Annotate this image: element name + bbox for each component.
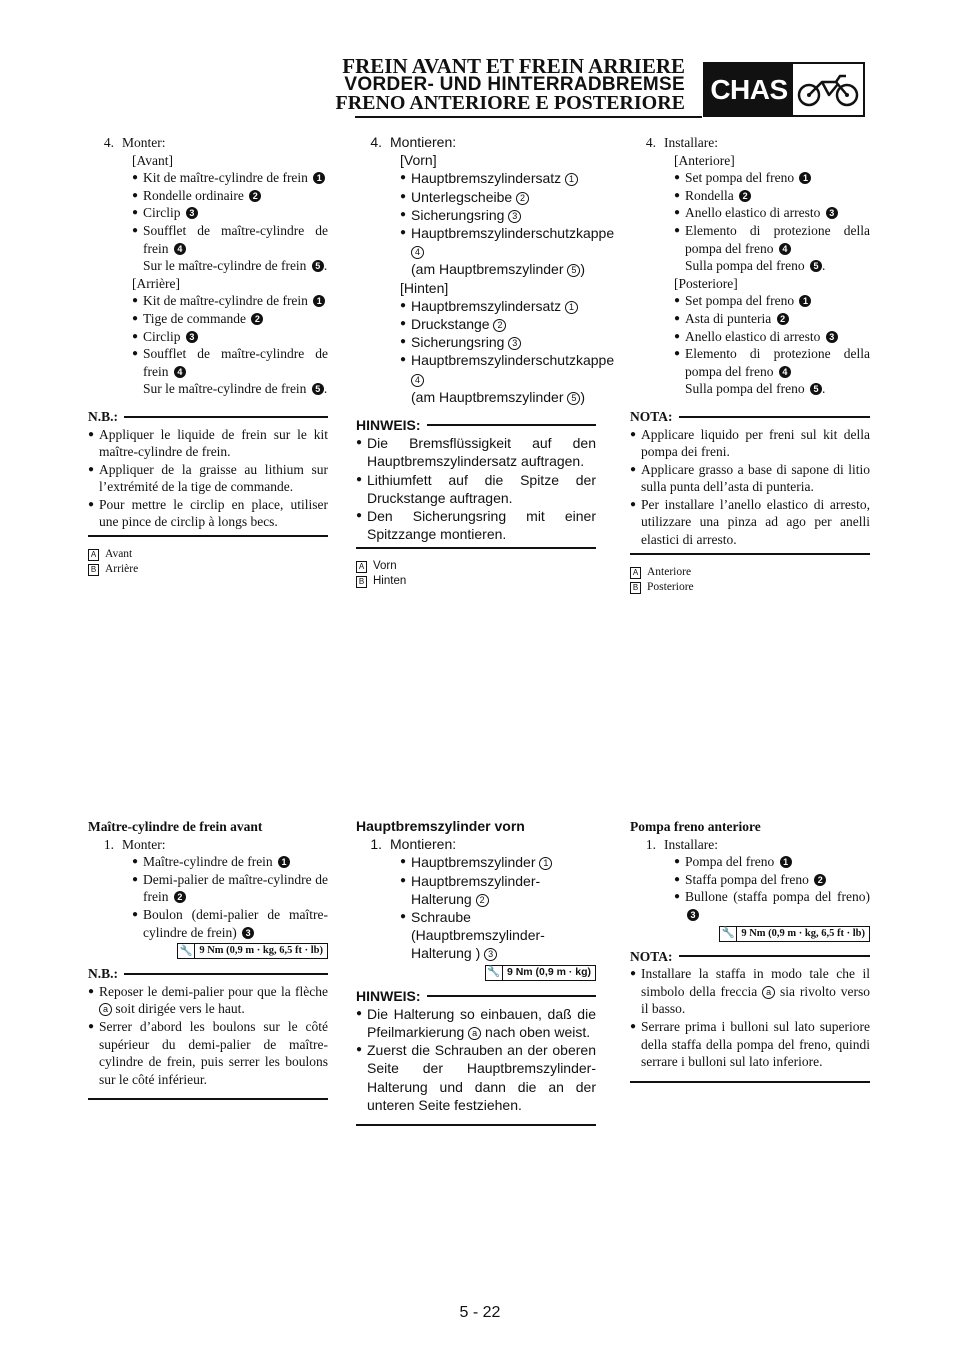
list-item: ● Set pompa del freno 1 xyxy=(630,169,870,187)
list-item: ● Unterlegscheibe 2 xyxy=(356,188,596,206)
de-note-2: HINWEIS: ● Die Halterung so einbauen, daß die Pfeilmarkierung a nach oben weist. ● Zuerst die Schrauben an der oberen Seite der Hauptbremszylinder-Halterung und dann die an der unteren Seite festziehen. xyxy=(356,987,596,1126)
list-item: ● Rondella 2 xyxy=(630,187,870,205)
list-item: ● Maître-cylindre de frein 1 xyxy=(88,853,328,871)
list-item: ● Asta di punteria 2 xyxy=(630,310,870,328)
list-item-note: Sur le maître-cylindre de frein 5 . xyxy=(143,258,328,274)
list-item: ● Kit de maître-cylindre de frein 1 xyxy=(88,292,328,310)
list-item: ● Anello elastico di arresto 3 xyxy=(630,328,870,346)
header-title-fr: FREIN AVANT ET FREIN ARRIERE xyxy=(342,54,685,78)
it-step4-label: Installare: xyxy=(664,135,718,150)
it-rear-heading: [Posteriore] xyxy=(674,275,738,291)
page-number: 5 - 22 xyxy=(459,1304,501,1321)
list-item: ● Sicherungsring 3 xyxy=(356,333,596,351)
list-item-note: (am Hauptbremszylinder 5 ) xyxy=(411,388,586,405)
torque-wrench-icon: 🔧 xyxy=(178,944,195,958)
fr-master-cylinder-section: Maître-cylindre de frein avant 1. Monter: ● Maître-cylindre de frein 1 ● Demi-palier de maître-cylindre de frein 2 ● Boulon (demi-palier de maître-cylindre de frein) 3 🔧 9 Nm (0,9 m · kg, 6,5 ft · lb) N.B.: ● Reposer le demi-palier pour que la flèche a soit dirigée vers le haut. ● Serrer d’abord les boulons sur le côté supérieur du demi-palier de maître-cylindre de frein, puis serrer les boulons sur le côté inférieur. xyxy=(88,818,328,1100)
list-item: ● Hauptbremszylinderschutzkappe 4 xyxy=(400,352,615,385)
torque-spec: 🔧 9 Nm (0,9 m · kg) xyxy=(356,965,596,981)
list-item: ● Set pompa del freno 1 xyxy=(630,292,870,310)
de-note: HINWEIS: ● Die Bremsflüssigkeit auf den Hauptbremszylindersatz auftragen. ● Lithiumfett auf die Spitze der Druckstange auftragen. ● Den Sicherungsring mit einer Spitzzange montieren. xyxy=(356,416,596,549)
torque-spec: 🔧 9 Nm (0,9 m · kg, 6,5 ft · lb) xyxy=(88,943,328,959)
list-item: ● Soufflet de maître-cylindre de frein 4 xyxy=(132,222,328,256)
fr-rear-heading: [Arrière] xyxy=(132,275,180,291)
de-section-title: Hauptbremszylinder vorn xyxy=(356,818,525,834)
list-item-note: Sulla pompa del freno 5 . xyxy=(685,381,826,397)
list-item-note: (am Hauptbremszylinder 5 ) xyxy=(411,261,586,278)
list-item: ● Rondelle ordinaire 2 xyxy=(88,187,328,205)
fr-front-heading: [Avant] xyxy=(132,152,173,168)
it-note-2: NOTA: ● Installare la staffa in modo tale che il simbolo della freccia a sia rivolto verso il basso. ● Serrare prima i bulloni sul lato superiore della staffa della pompa del freno, quindi serrare i bulloni sul lato inferiore. xyxy=(630,948,870,1083)
fr-install-step: 4. Monter: [Avant] ● Kit de maître-cylindre de frein 1 ● Rondelle ordinaire 2 ● Circlip 3 ● Soufflet de maître-cylindre de frein 4 Sur le maître-cylindre de frein 5 . [Arrière] ● Kit de maître-cylindre de frein 1 ● Tige de commande 2 ● Circlip 3 ● Soufflet de maître-cylindre de frein 4 Sur le maître-cylindre de frein 5 . N.B.: ● Appliquer le liquide de frein sur le kit maître-cylindre de frein. ● Appliquer de la graisse au lithium sur l’extrémité de la tige de commande. ● Pour mettre le circlip en place, utiliser une pince de circlip à longs becs. A Avant B Arrière xyxy=(88,135,328,576)
header-title-it: FRENO ANTERIORE E POSTERIORE xyxy=(335,92,685,114)
list-item: ● Kit de maître-cylindre de frein 1 xyxy=(88,169,328,187)
list-item: ● Hauptbremszylinderschutzkappe 4 xyxy=(400,225,615,258)
it-master-cylinder-section: Pompa freno anteriore 1. Installare: ● Pompa del freno 1 ● Staffa pompa del freno 2 ● Bullone (staffa pompa del freno) 3 🔧 9 Nm (0,9 m · kg, 6,5 ft · lb) NOTA: ● Installare la staffa in modo tale che il simbolo della freccia a sia rivolto verso il basso. ● Serrare prima i bulloni sul lato superiore della staffa della pompa del freno, quindi serrare i bulloni sul lato inferiore. xyxy=(630,818,870,1083)
list-item: ● Hauptbremszylinder 1 xyxy=(356,853,596,871)
fr-note: N.B.: ● Appliquer le liquide de frein sur le kit maître-cylindre de frein. ● Appliquer de la graisse au lithium sur l’extrémité de la tige de commande. ● Pour mettre le circlip en place, utiliser une pince de circlip à longs becs. xyxy=(88,408,328,537)
list-item: ● Hauptbremszylindersatz 1 xyxy=(356,297,596,315)
it-front-heading: [Anteriore] xyxy=(674,152,735,168)
list-item: ● Elemento di protezione della pompa del freno 4 xyxy=(674,222,870,256)
de-legend: A Vorn B Hinten xyxy=(356,559,596,589)
de-rear-heading: [Hinten] xyxy=(400,279,449,296)
it-install-step: 4. Installare: [Anteriore] ● Set pompa del freno 1 ● Rondella 2 ● Anello elastico di arresto 3 ● Elemento di protezione della pompa del freno 4 Sulla pompa del freno 5 . [Posteriore] ● Set pompa del freno 1 ● Asta di punteria 2 ● Anello elastico di arresto 3 ● Elemento di protezione della pompa del freno 4 Sulla pompa del freno 5 . NOTA: ● Applicare liquido per freni sul kit della pompa dei freni. ● Applicare grasso a base di sapone di litio sulla punta dell’asta di punteria. ● Per installare l’anello elastico di arresto, utilizzare una pinza ad ago per anelli elastici di arresto. A Anteriore B Posteriore xyxy=(630,135,870,593)
header-rule xyxy=(355,116,702,118)
list-item: ● Boulon (demi-palier de maître-cylindre de frein) 3 xyxy=(132,906,328,940)
it-note: NOTA: ● Applicare liquido per freni sul kit della pompa dei freni. ● Applicare grasso a base di sapone di litio sulla punta dell’asta di punteria. ● Per installare l’anello elastico di arresto, utilizzare una pinza ad ago per anelli elastici di arresto. xyxy=(630,408,870,555)
list-item: ● Sicherungsring 3 xyxy=(356,206,596,224)
fr-step4-label: Monter: xyxy=(122,135,166,150)
fr-section-title: Maître-cylindre de frein avant xyxy=(88,819,263,834)
chapter-badge xyxy=(703,62,865,117)
list-item: ● Elemento di protezione della pompa del freno 4 xyxy=(674,346,870,379)
list-item: ● Druckstange 2 xyxy=(356,315,596,333)
list-item: ● Hauptbremszylinder-Halterung 2 xyxy=(400,872,541,907)
list-item: ● Anello elastico di arresto 3 xyxy=(630,204,870,222)
torque-spec: 🔧 9 Nm (0,9 m · kg, 6,5 ft · lb) xyxy=(630,926,870,942)
list-item: ● Hauptbremszylindersatz 1 xyxy=(356,169,596,187)
list-item: ● Staffa pompa del freno 2 xyxy=(630,871,870,889)
list-item: ● Circlip 3 xyxy=(88,328,328,346)
de-master-cylinder-section: Hauptbremszylinder vorn 1. Montieren: ● Hauptbremszylinder 1 ● Hauptbremszylinder-Halterung 2 ● Schraube (Hauptbremszylinder-Halterung ) 3 🔧 9 Nm (0,9 m · kg) HINWEIS: ● Die Halterung so einbauen, daß die Pfeilmarkierung a nach oben weist. ● Zuerst die Schrauben an der oberen Seite der Hauptbremszylinder-Halterung und dann die an der unteren Seite festziehen. xyxy=(356,817,596,1126)
list-item: ● Soufflet de maître-cylindre de frein 4 xyxy=(132,346,328,379)
de-install-step: 4. Montieren: [Vorn] ● Hauptbremszylindersatz 1 ● Unterlegscheibe 2 ● Sicherungsring 3 ● Hauptbremszylinderschutzkappe 4 (am Hauptbremszylinder 5 ) [Hinten] ● Hauptbremszylindersatz 1 ● Druckstange 2 ● Sicherungsring 3 ● Hauptbremszylinderschutzkappe 4 (am Hauptbremszylinder 5 ) HINWEIS: ● Die Bremsflüssigkeit auf den Hauptbremszylindersatz auftragen. ● Lithiumfett auf die Spitze der Druckstange auftragen. ● Den Sicherungsring mit einer Spitzzange montieren. A Vorn B Hinten xyxy=(356,134,615,588)
de-front-heading: [Vorn] xyxy=(400,152,437,169)
it-section-title: Pompa freno anteriore xyxy=(630,819,761,834)
list-item: ● Pompa del freno 1 xyxy=(630,853,870,871)
fr-legend: A Avant B Arrière xyxy=(88,547,328,577)
header-title-de: VORDER- UND HINTERRADBREMSE xyxy=(344,74,685,95)
torque-wrench-icon: 🔧 xyxy=(486,966,503,980)
motorcycle-icon xyxy=(793,64,863,115)
list-item: ● Schraube (Hauptbremszylinder-Halterung ) 3 xyxy=(400,909,545,962)
de-step4-label: Montieren: xyxy=(390,134,457,150)
list-item: ● Bullone (staffa pompa del freno) 3 xyxy=(674,889,870,920)
fr-note-2: N.B.: ● Reposer le demi-palier pour que la flèche a soit dirigée vers le haut. ● Serrer d’abord les boulons sur le côté supérieur du demi-palier de maître-cylindre de frein, puis serrer les boulons sur le côté inférieur. xyxy=(88,965,328,1100)
list-item: ● Tige de commande 2 xyxy=(88,310,328,328)
list-item: ● Demi-palier de maître-cylindre de frein 2 xyxy=(132,871,328,905)
chapter-badge-label: CHAS xyxy=(705,64,793,115)
torque-wrench-icon: 🔧 xyxy=(720,927,737,941)
list-item-note: Sulla pompa del freno 5 . xyxy=(685,258,826,274)
list-item: ● Circlip 3 xyxy=(88,204,328,222)
list-item-note: Sur le maître-cylindre de frein 5 . xyxy=(143,381,328,397)
it-legend: A Anteriore B Posteriore xyxy=(630,565,870,595)
